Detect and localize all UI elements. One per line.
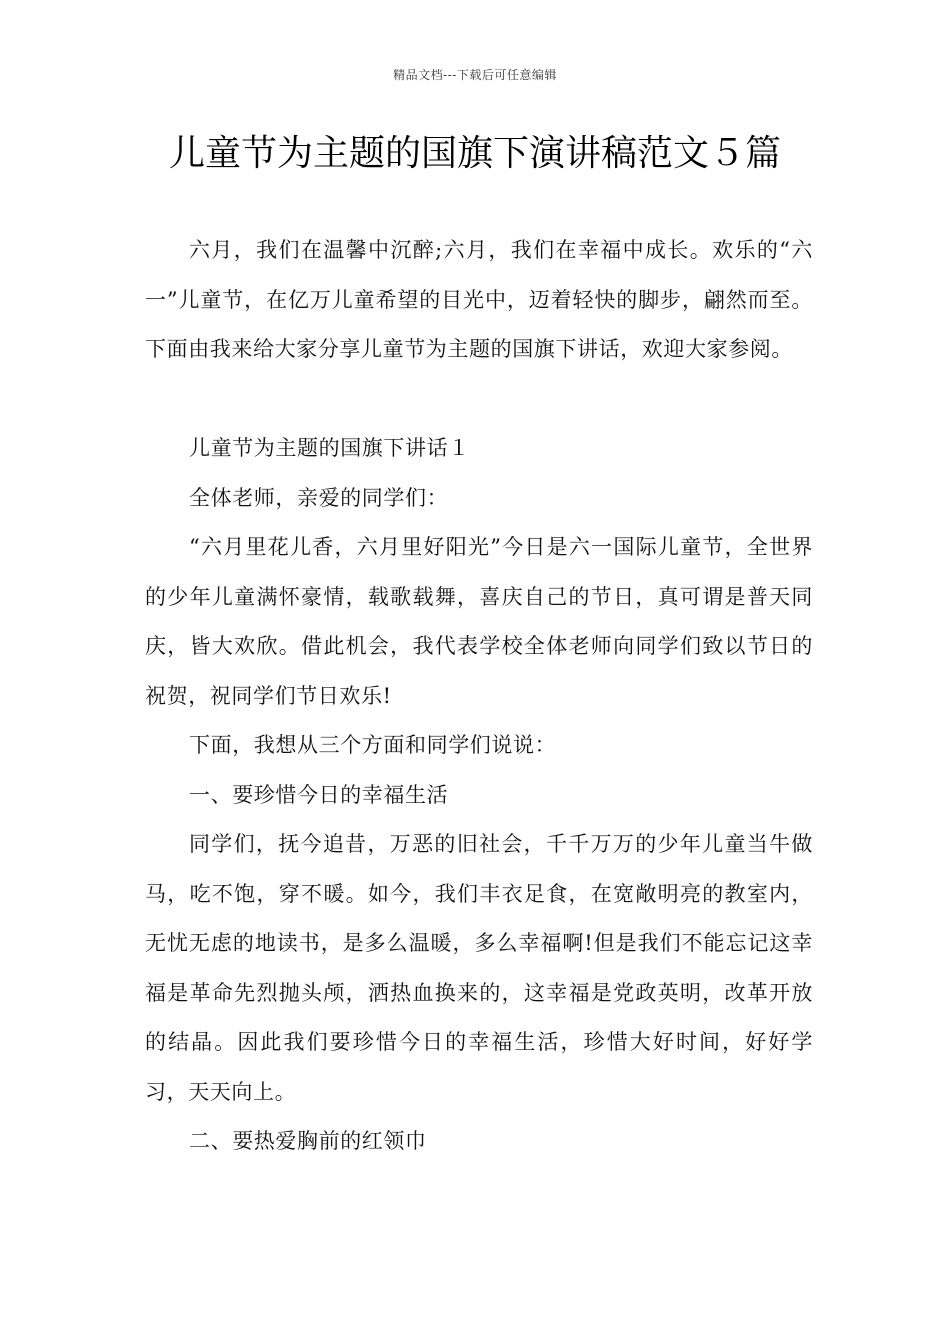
- document-body: [145, 226, 813, 1167]
- greeting: 全体老师，亲爱的同学们：: [189, 485, 449, 510]
- section-heading: 儿童节为主题的国旗下讲话１: [189, 436, 470, 460]
- intro-paragraph: 六月，我们在温馨中沉醉;六月，我们在幸福中成长。欢乐的“六一”儿童节，在亿万儿童希望的目光中，迈着轻快的脚步，翩然而至。下面由我来给大家分享儿童节为主题的国旗下讲话，欢迎大家参阅。: [145, 238, 813, 361]
- paragraph-3: 同学们，抚今追昔，万恶的旧社会，千千万万的少年儿童当牛做马，吃不饱，穿不暖。如今，我们丰衣足食，在宽敞明亮的教室内，无忧无虑的地读书，是多么温暖，多么幸福啊!但是我们不能忘记这幸福是革命先烈抛头颅，洒热血换来的，这幸福是党政英明，改革开放的结晶。因此我们要珍惜今日的幸福生活，珍惜大好时间，好好学习，天天向上。: [145, 832, 813, 1104]
- paragraph-2: 下面，我想从三个方面和同学们说说：: [189, 733, 557, 757]
- point-2-heading: 二、要热爱胸前的红领巾: [189, 1129, 427, 1153]
- document-title: 儿童节为主题的国旗下演讲稿范文５篇: [168, 133, 781, 174]
- point-1-heading: 一、要珍惜今日的幸福生活: [189, 782, 449, 807]
- header-note: 精品文档---下载后可任意编辑: [393, 68, 557, 82]
- paragraph-gap: [145, 375, 813, 425]
- paragraph-1: “六月里花儿香，六月里好阳光”今日是六一国际儿童节，全世界的少年儿童满怀豪情，载歌载舞，喜庆自己的节日，真可谓是普天同庆，皆大欢欣。借此机会，我代表学校全体老师向同学们致以节日的祝贺，祝同学们节日欢乐!: [145, 535, 813, 708]
